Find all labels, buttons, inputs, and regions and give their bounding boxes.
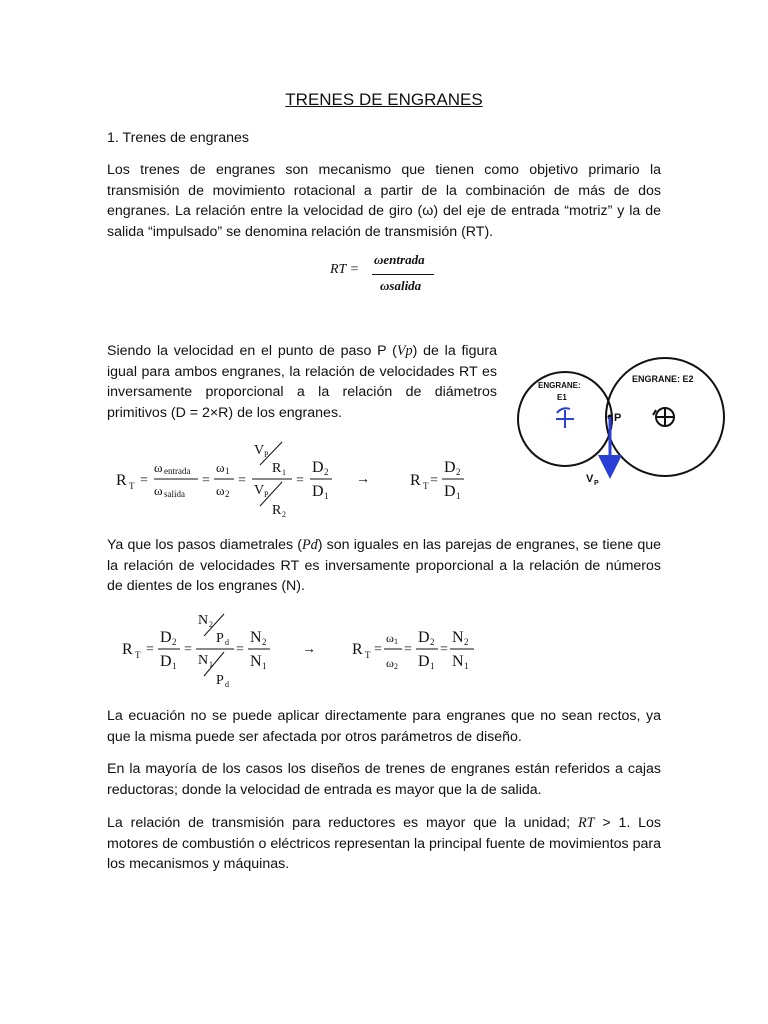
svg-text:=: = xyxy=(202,473,210,488)
svg-text:D: D xyxy=(418,629,430,646)
svg-text:P: P xyxy=(216,631,224,646)
equation-rt-teeth xyxy=(110,610,480,690)
svg-text:2: 2 xyxy=(225,489,230,499)
svg-text:T: T xyxy=(135,650,141,660)
svg-text:R: R xyxy=(122,641,133,658)
svg-text:2: 2 xyxy=(262,637,267,647)
svg-text:1: 1 xyxy=(464,661,469,671)
para3-text-b: ) son iguales en las parejas de engranes, se tiene que la relación de velocidades RT es inversamente proporcional a la relación de números de dientes de los engranes (N). xyxy=(107,537,662,595)
svg-text:d: d xyxy=(225,638,229,647)
svg-text:→: → xyxy=(302,642,316,657)
svg-text:P: P xyxy=(264,490,269,499)
svg-text:N: N xyxy=(198,653,209,668)
svg-text:=: = xyxy=(374,642,382,657)
svg-text:1: 1 xyxy=(456,491,461,501)
svg-text:1: 1 xyxy=(209,660,213,669)
page-title: TRENES DE ENGRANES xyxy=(285,90,483,109)
svg-text:R: R xyxy=(116,472,127,489)
gear-e1-label: ENGRANE: xyxy=(538,381,581,390)
svg-text:2: 2 xyxy=(456,467,461,477)
svg-text:P: P xyxy=(264,450,269,459)
svg-text:1: 1 xyxy=(282,468,286,477)
paragraph-non-spur: La ecuación no se puede aplicar directamente para engranes que no sean rectos, ya que la misma puede ser afectada por otros parámetros de diseño. xyxy=(107,708,661,745)
svg-text:N: N xyxy=(250,629,262,646)
svg-text:ω: ω xyxy=(386,656,394,670)
svg-text:2: 2 xyxy=(172,637,177,647)
eq1-numerator: ωentrada xyxy=(374,252,425,267)
gear-figure xyxy=(510,355,725,490)
svg-text:=: = xyxy=(430,473,438,488)
svg-text:→: → xyxy=(356,472,370,487)
paragraph-intro: Los trenes de engranes son mecanismo que tienen como objetivo primario la transmisión de movimiento rotacional a partir de la combinación de más de dos engranes. La relación entre la velocidad de giro (ω) del eje de entrada “motriz” y la de salida “impulsado” se denomina relación de transmisión (RT). xyxy=(107,162,661,240)
svg-text:ω: ω xyxy=(216,483,225,498)
paragraph-pitch-point xyxy=(107,341,497,423)
svg-text:D: D xyxy=(160,653,172,670)
velocity-label-sub: P xyxy=(594,480,599,487)
gear-e1-label-b: E1 xyxy=(557,393,567,402)
svg-text:1: 1 xyxy=(262,661,267,671)
para6-text-b: > 1. Los motores de combustión o eléctricos representan la principal fuente de movimientos para los mecanismos y máquinas. xyxy=(107,815,661,873)
svg-text:T: T xyxy=(423,481,429,491)
paragraph-reducers: En la mayoría de los casos los diseños de trenes de engranes están referidos a cajas reductoras; donde la velocidad de entrada es mayor que la de salida. xyxy=(107,761,661,798)
svg-text:D: D xyxy=(312,483,324,500)
svg-text:=: = xyxy=(238,473,246,488)
para6-math-rt: RT xyxy=(577,815,595,831)
svg-text:T: T xyxy=(365,650,371,660)
velocity-label: V xyxy=(586,473,594,485)
equation-rt-diameters xyxy=(110,436,480,518)
svg-text:D: D xyxy=(444,483,456,500)
svg-text:ω: ω xyxy=(154,483,163,498)
gear-e2-label: ENGRANE: E2 xyxy=(632,374,694,384)
svg-text:P: P xyxy=(216,673,224,688)
svg-text:R: R xyxy=(352,641,363,658)
para3-text-a: Ya que los pasos diametrales ( xyxy=(107,537,302,553)
paragraph-diametral-pitch xyxy=(107,535,661,597)
svg-text:ω: ω xyxy=(154,460,163,475)
gear-e1-center-icon xyxy=(556,408,574,428)
eq1-lhs: RT = xyxy=(330,262,360,277)
para2-text-b: ) de la figura igual para ambos engranes, la relación de velocidades RT es inversamente proporcional a la relación de diámetros primitivos (D = 2×R) de los engranes. xyxy=(107,343,497,421)
svg-text:1: 1 xyxy=(172,661,177,671)
svg-text:=: = xyxy=(296,473,304,488)
para3-math-pd: Pd xyxy=(302,537,318,553)
gear-e2-center-icon xyxy=(653,408,674,426)
svg-text:D: D xyxy=(418,653,430,670)
svg-text:2: 2 xyxy=(209,620,213,629)
eq1-denominator: ωsalida xyxy=(380,278,422,293)
svg-text:N: N xyxy=(250,653,262,670)
svg-text:R: R xyxy=(410,472,421,489)
svg-text:d: d xyxy=(225,680,229,689)
svg-text:1: 1 xyxy=(394,637,398,646)
svg-text:N: N xyxy=(452,629,464,646)
equation-rt-omega xyxy=(330,252,440,302)
svg-text:2: 2 xyxy=(324,467,329,477)
para2-math-vp: Vp xyxy=(396,343,413,359)
svg-text:1: 1 xyxy=(324,491,329,501)
svg-text:=: = xyxy=(404,642,412,657)
svg-text:2: 2 xyxy=(282,510,286,518)
svg-text:1: 1 xyxy=(225,466,230,476)
eq1-fraction-bar xyxy=(372,274,434,275)
svg-text:2: 2 xyxy=(394,662,398,671)
svg-text:=: = xyxy=(184,642,192,657)
svg-text:T: T xyxy=(129,481,135,491)
svg-text:D: D xyxy=(160,629,172,646)
para2-text-a: Siendo la velocidad en el punto de paso P ( xyxy=(107,343,397,359)
svg-text:=: = xyxy=(140,473,148,488)
svg-text:=: = xyxy=(236,642,244,657)
svg-text:D: D xyxy=(444,459,456,476)
paragraph-ratio-greater xyxy=(107,813,661,875)
svg-text:R: R xyxy=(272,461,282,476)
svg-text:V: V xyxy=(254,483,265,498)
svg-text:R: R xyxy=(272,503,282,518)
svg-text:N: N xyxy=(198,613,209,628)
svg-text:2: 2 xyxy=(464,637,469,647)
section-heading: 1. Trenes de engranes xyxy=(107,130,249,146)
svg-text:ω: ω xyxy=(216,460,225,475)
pitch-point-label: P xyxy=(614,412,622,424)
svg-text:=: = xyxy=(146,642,154,657)
svg-text:D: D xyxy=(312,459,324,476)
svg-text:2: 2 xyxy=(430,637,435,647)
svg-text:V: V xyxy=(254,443,265,458)
svg-text:=: = xyxy=(440,642,448,657)
svg-text:1: 1 xyxy=(430,661,435,671)
svg-text:salida: salida xyxy=(164,489,185,499)
svg-text:N: N xyxy=(452,653,464,670)
para6-text-a: La relación de transmisión para reductores es mayor que la unidad; xyxy=(107,815,578,831)
svg-text:ω: ω xyxy=(386,631,394,645)
svg-text:entrada: entrada xyxy=(164,466,191,476)
